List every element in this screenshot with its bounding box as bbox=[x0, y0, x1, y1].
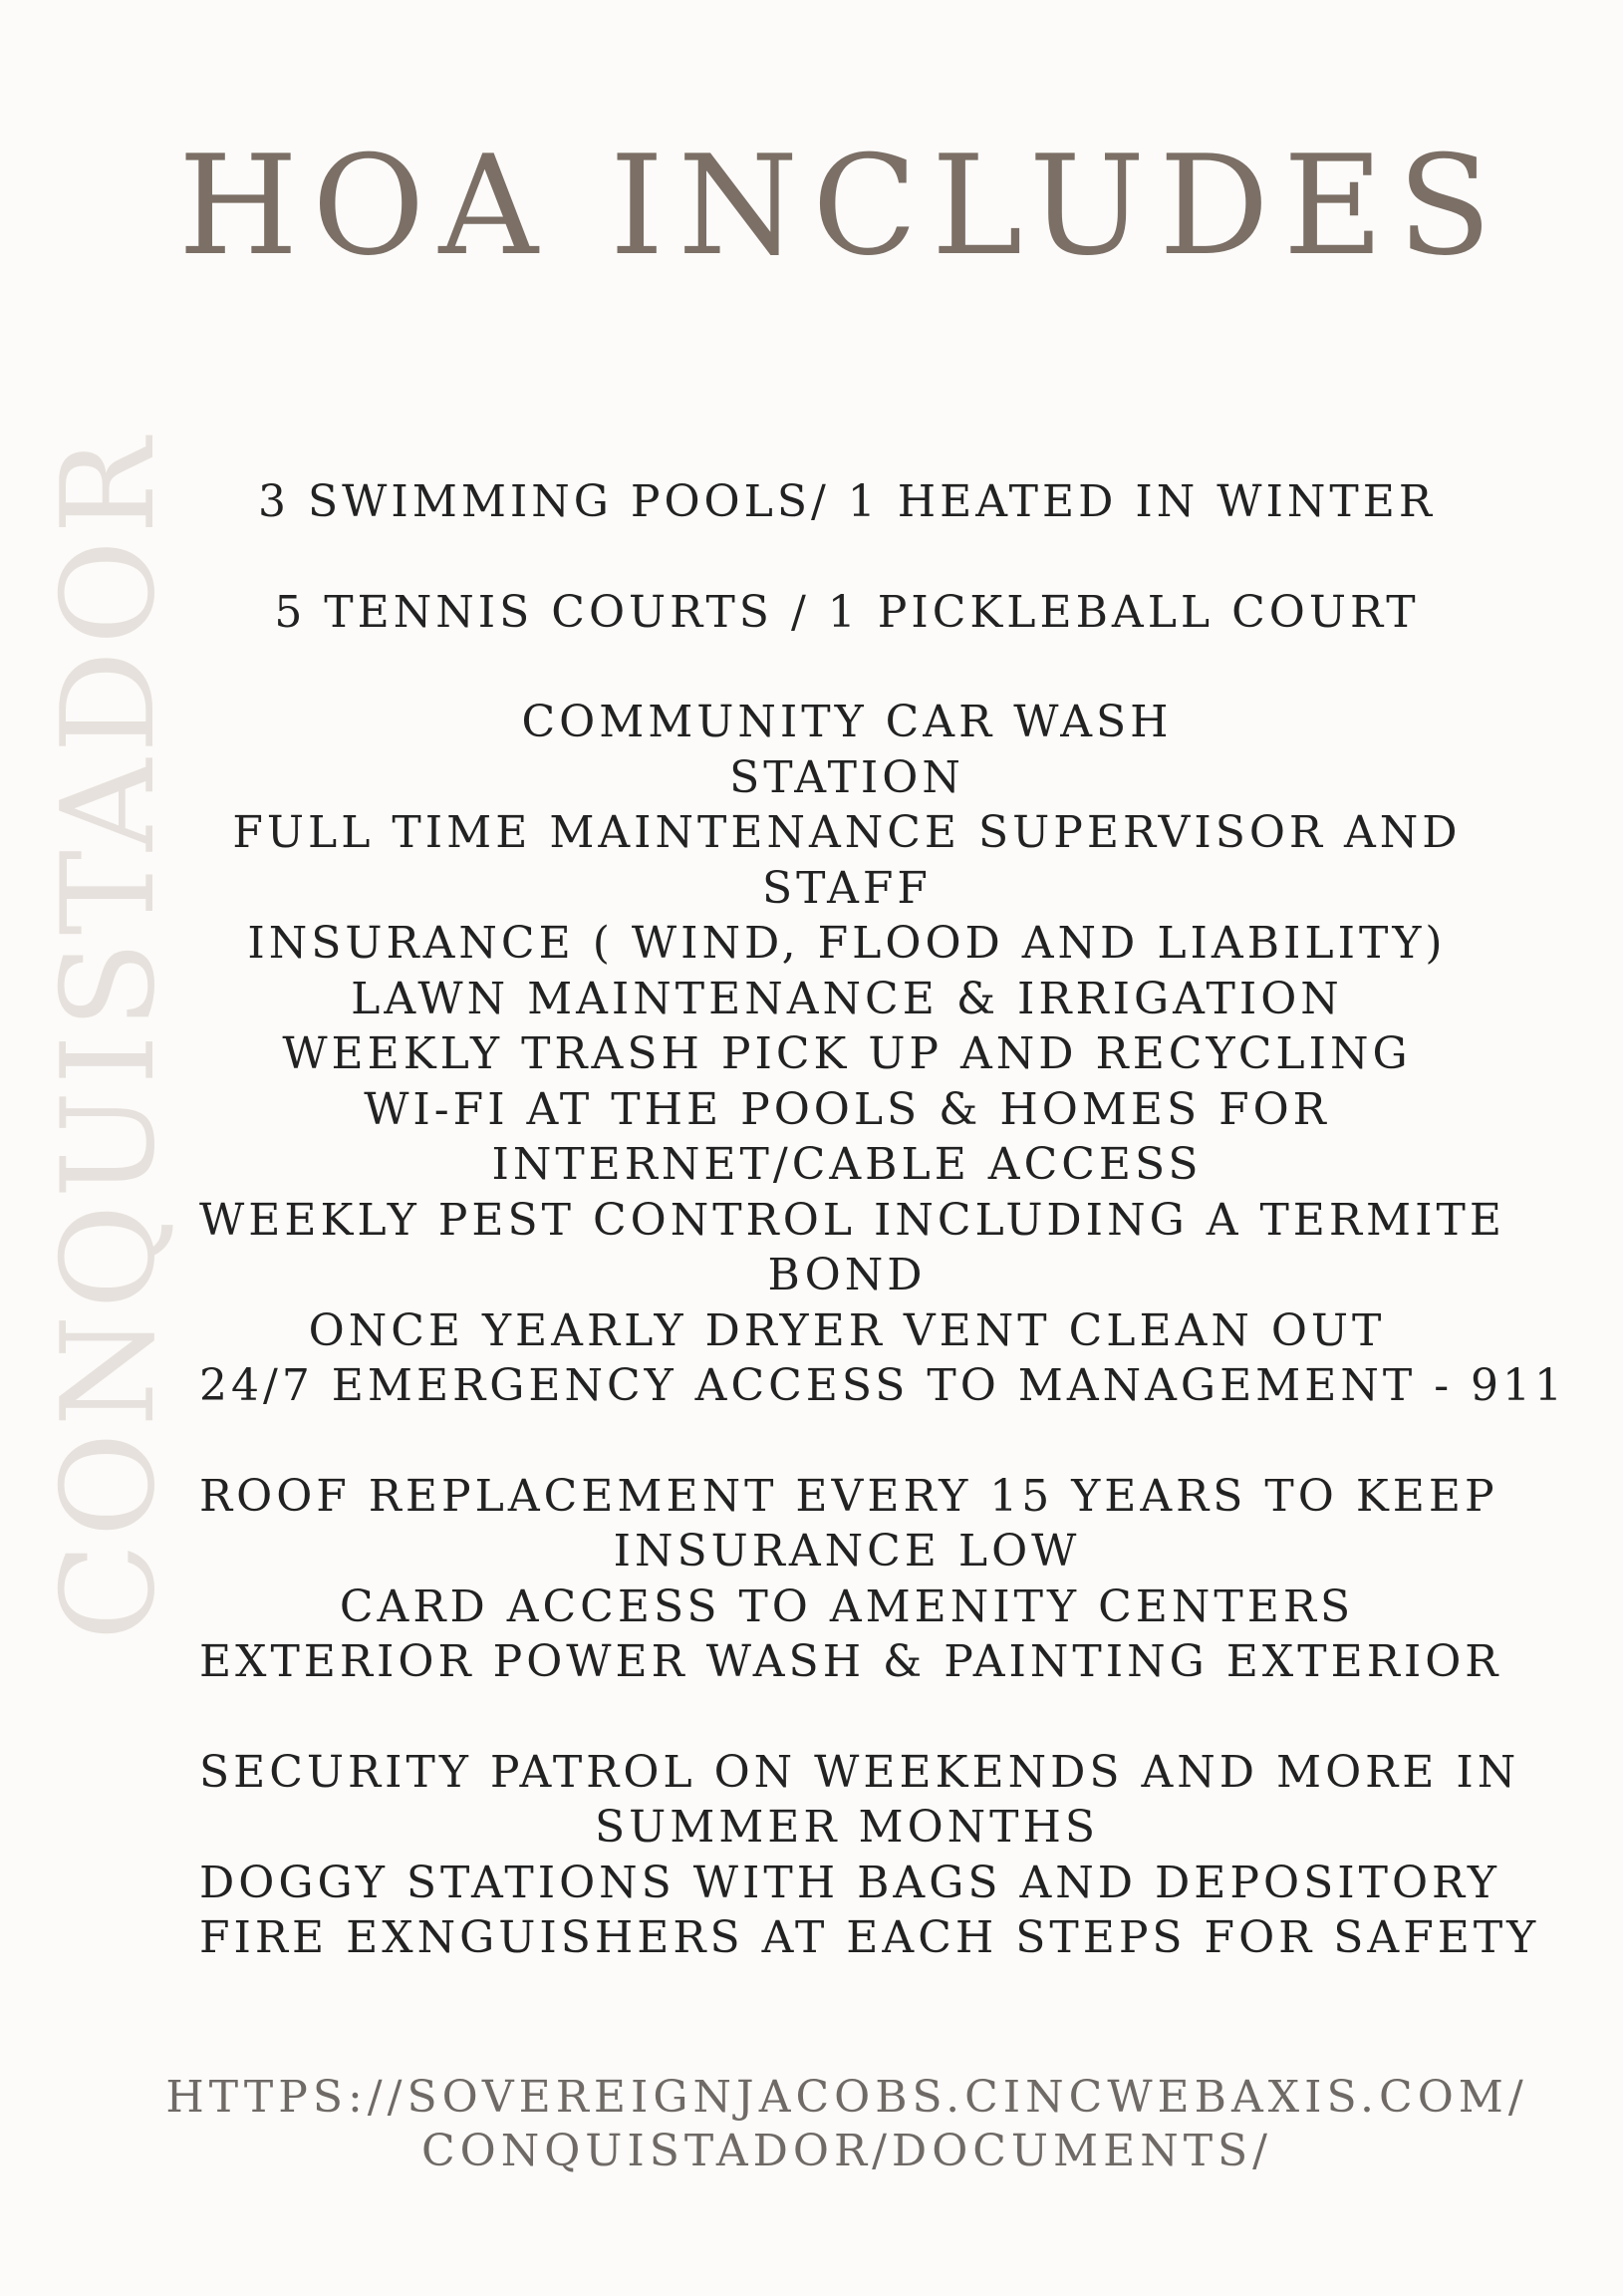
amenity-group bbox=[199, 1745, 1540, 1966]
amenity-line: INSURANCE ( WIND, FLOOD AND LIABILITY) bbox=[247, 918, 1447, 969]
amenity-line: ONCE YEARLY DRYER VENT CLEAN OUT bbox=[308, 1304, 1386, 1356]
amenity-line: BOND bbox=[767, 1250, 927, 1300]
documents-url[interactable] bbox=[149, 2071, 1544, 2178]
amenity-line: LAWN MAINTENANCE & IRRIGATION bbox=[351, 973, 1343, 1024]
amenity-line: WEEKLY PEST CONTROL INCLUDING A TERMITE bbox=[199, 1194, 1505, 1246]
amenity-line: WEEKLY TRASH PICK UP AND RECYCLING bbox=[282, 1028, 1412, 1079]
amenity-line: DOGGY STATIONS WITH BAGS AND DEPOSITORY bbox=[199, 1857, 1500, 1908]
amenity-group bbox=[199, 695, 1567, 1414]
url-line[interactable]: HTTPS://SOVEREIGNJACOBS.CINCWEBAXIS.COM/ bbox=[165, 2072, 1528, 2123]
amenity-line: EXTERIOR POWER WASH & PAINTING EXTERIOR bbox=[199, 1636, 1502, 1687]
amenity-line: SUMMER MONTHS bbox=[594, 1802, 1100, 1853]
amenity-line: STAFF bbox=[762, 862, 932, 914]
amenity-line: 5 TENNIS COURTS / 1 PICKLEBALL COURT bbox=[274, 586, 1420, 638]
amenity-line: 3 SWIMMING POOLS/ 1 HEATED IN WINTER bbox=[258, 476, 1436, 527]
amenity-list bbox=[199, 474, 1567, 2021]
page-title: HOA INCLUDES bbox=[177, 126, 1506, 286]
amenity-line: WI-FI AT THE POOLS & HOMES FOR bbox=[364, 1083, 1330, 1135]
amenity-line: STATION bbox=[729, 751, 964, 803]
amenity-line: FIRE EXNGUISHERS AT EACH STEPS FOR SAFETY bbox=[199, 1912, 1540, 1963]
amenity-line: COMMUNITY CAR WASH bbox=[521, 697, 1173, 747]
amenity-group bbox=[199, 1469, 1502, 1690]
amenity-line: 24/7 EMERGENCY ACCESS TO MANAGEMENT - 911 bbox=[199, 1360, 1567, 1411]
amenity-line: INTERNET/CABLE ACCESS bbox=[491, 1139, 1203, 1190]
amenity-line: INSURANCE LOW bbox=[613, 1526, 1081, 1577]
amenity-line: ROOF REPLACEMENT EVERY 15 YEARS TO KEEP bbox=[199, 1470, 1498, 1522]
url-line[interactable]: CONQUISTADOR/DOCUMENTS/ bbox=[420, 2126, 1273, 2176]
amenity-line: SECURITY PATROL ON WEEKENDS AND MORE IN bbox=[199, 1746, 1520, 1798]
amenity-group bbox=[199, 585, 1494, 641]
side-watermark-text: CONQUISTADOR bbox=[35, 431, 183, 1641]
amenity-line: FULL TIME MAINTENANCE SUPERVISOR AND bbox=[232, 807, 1462, 858]
amenity-group bbox=[199, 474, 1494, 530]
amenity-line: CARD ACCESS TO AMENITY CENTERS bbox=[339, 1580, 1355, 1632]
